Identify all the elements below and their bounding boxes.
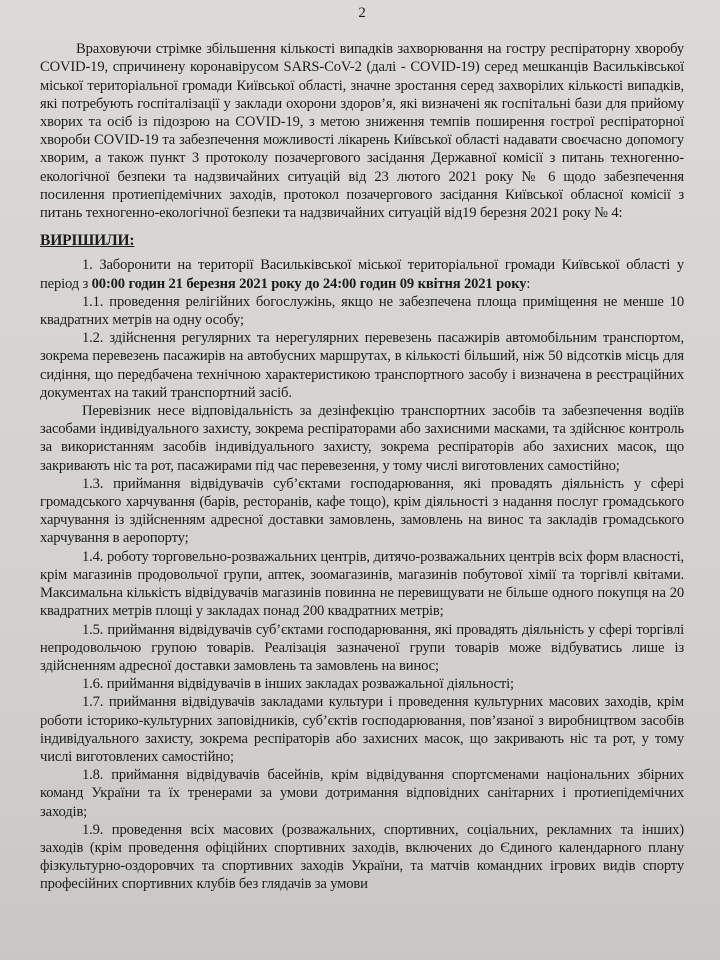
item-1-6: 1.6. приймання відвідувачів в інших закладах розважальної діяльності; [82, 676, 514, 693]
item-1-period: 00:00 годин 21 березня 2021 року до 24:00 годин 09 квітня 2021 року [91, 275, 527, 292]
item-1-3: 1.3. приймання відвідувачів суб’єктами господарювання, які провадять діяльність у сфері громадського харчування (барів, ресторанів, кафе тощо), крім діяльності з надання послуг громадського харчування із здійсненням адресної доставки замовлень, замовлень на винос та закладів громадського харчування в аеропорту; [40, 475, 684, 547]
item-1-2: 1.2. здійснення регулярних та нерегулярних перевезень пасажирів автомобільним транспортом, зокрема перевезень пасажирів на автобусних маршрутах, в кількості більший, ніж 50 відсотків місць для сидіння, що передбачена технічною характеристикою транспортного засобу і визначена в реєстраційних документах на такий транспортний засіб. [40, 330, 684, 401]
item-1-8: 1.8. приймання відвідувачів басейнів, крім відвідування спортсменами національних збірних команд України та їх тренерами за умови дотримання відповідних санітарних і протиепідемічних заходів; [40, 767, 684, 820]
item-1-1: 1.1. проведення релігійних богослужінь, якщо не забезпечена площа приміщення не менше 10 квадратних метрів на одну особу; [40, 293, 684, 329]
decided-heading: ВИРІШИЛИ: [40, 232, 135, 250]
item-1-4: 1.4. роботу торговельно-розважальних центрів, дитячо-розважальних центрів всіх форм власності, крім магазинів продовольчої групи, аптек, зоомагазинів, магазинів побутової хімії та торгівлі квітами. Максимальна кількість відвідувачів магазинів повинна не перевищувати не більше одного покупця на 20 квадратних метрів площі у закладах понад 200 квадратних метрів; [40, 548, 684, 620]
item-1-9: 1.9. проведення всіх масових (розважальних, спортивних, соціальних, рекламних та інших) заходів (крім проведення офіційних спортивних заходів, включених до Єдиного календарного плану фізкультурно-оздоровчих та спортивних заходів України, та матчів командних ігрових видів спорту професійних спортивних клубів без глядачів за умови [40, 821, 684, 893]
carrier-paragraph: Перевізник несе відповідальність за дезінфекцію транспортних засобів та забезпечення водіїв засобами індивідуального захисту, зокрема респіраторами або захисними масками, та здійснює контроль за використанням засобів індивідуального захисту, зокрема респіраторів або захисних масок, що закривають ніс та рот, пасажирами під час перевезення, у тому числі виготовлених самостійно; [40, 403, 684, 474]
item-1 [40, 256, 684, 292]
item-1-suffix: : [526, 275, 531, 292]
item-1-5: 1.5. приймання відвідувачів суб’єктами господарювання, які провадять діяльність у сфері торгівлі непродовольчою групою товарів. Реалізація зазначеної групи товарів може відбуватись лише із здійсненням адресної доставки замовлень та замовлень на винос; [40, 621, 684, 674]
intro-paragraph: Враховуючи стрімке збільшення кількості випадків захворювання на гостру респіраторну хворобу COVID-19, спричинену коронавірусом SARS-CoV-2 (далі - COVID-19) серед мешканців Васильківської міської територіальної громади Київської області, значне зростання серед захворілих кількості випадків, які потребують госпіталізації у заклади охорони здоров’я, які визначені як госпітальні бази для прийому хворих та осіб із підозрою на COVID-19, з метою зниження темпів поширення гострої респіраторної хвороби COVID-19 та забезпечення можливості лікарень Київської області надавати своєчасно допомогу хворим, а також пункт 3 протоколу позачергового засідання Державної комісії з питань техногенно-екологічної безпеки та надзвичайних ситуацій від 23 лютого 2021 року № 6 щодо забезпечення посилення протиепідемічних заходів, протокол позачергового засідання Київської обласної комісії з питань техногенно-екологічної безпеки та надзвичайних ситуацій від19 березня 2021 року № 4: [40, 41, 684, 222]
item-1-prefix: 1. Заборонити на території Васильківської міської територіальної громади Київської області у період з [40, 257, 684, 292]
item-1-7: 1.7. приймання відвідувачів закладами культури і проведення культурних масових заходів, крім роботи історико-культурних заповідників, суб’єктів господарювання, пов’язаної з виробництвом засобів індивідуального захисту, зокрема респіраторів або захисних масок, що закривають ніс та рот, у тому числі виготовлених самостійно; [40, 694, 684, 765]
page-number: 2 [358, 5, 366, 21]
